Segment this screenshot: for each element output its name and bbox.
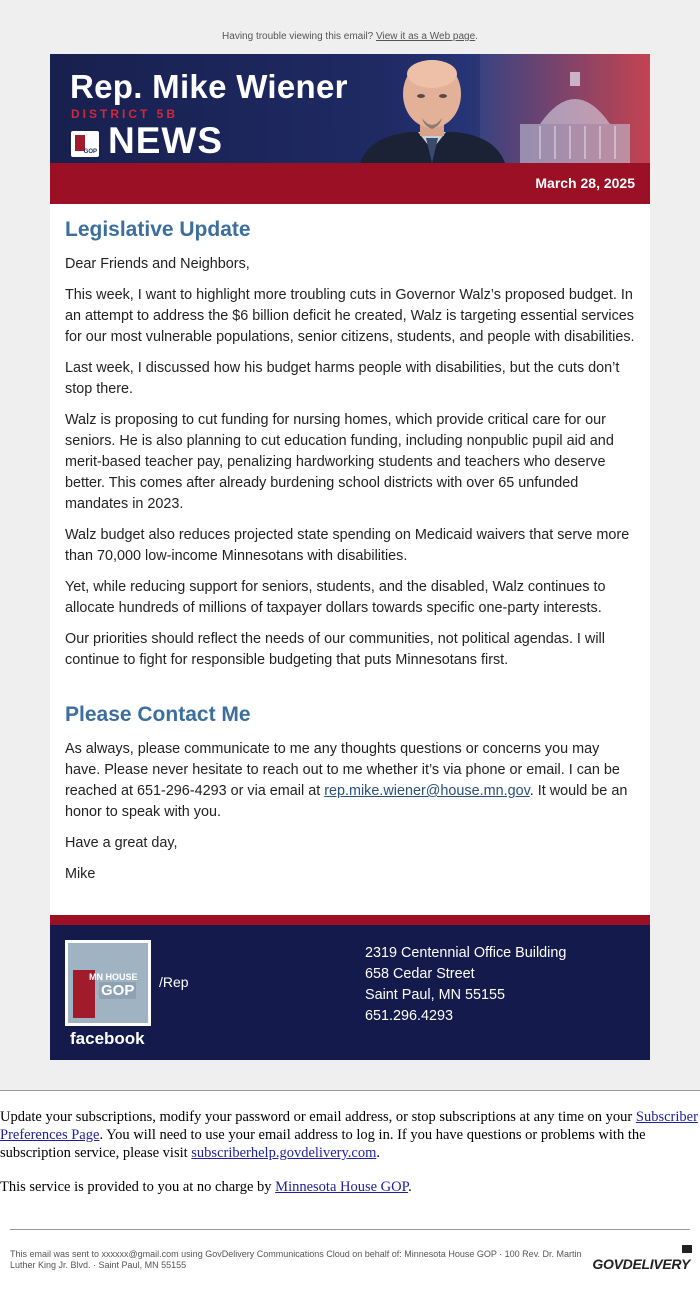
paragraph: Our priorities should reflect the needs of our communities, not political agendas. I will continue to fight for responsible budgeting that puts Minnesotans first. [65,631,605,668]
section-heading-legislative-update: Legislative Update [65,218,251,241]
preheader-text: Having trouble viewing this email? [222,31,374,42]
representative-portrait [360,54,505,163]
sent-to-notice: This email was sent to xxxxxx@gmail.com using GovDelivery Communications Cloud on behalf of: Minnesota House GOP · 100 Rev. Dr. Martin Luther King Jr. Blvd. · Saint Paul, MN 55155 [10,1249,582,1270]
footer-divider [50,915,650,925]
phone-number: 651.296.4293 [365,1008,454,1024]
signature: Mike [65,866,96,882]
service-paragraph: This service is provided to you at no charge by Minnesota House GOP. [0,1179,412,1195]
govdelivery-logo[interactable]: GOVDELIVERY [592,1255,690,1273]
badge-mn-house: MN HOUSE [89,972,138,982]
address-line: Saint Paul, MN 55155 [365,987,505,1003]
mn-house-gop-badge[interactable] [65,940,151,1026]
banner-district: DISTRICT 5B [71,107,179,121]
email-body [50,54,650,1060]
logo-tag: GOP [83,149,97,155]
subscriber-help-link[interactable]: subscriberhelp.govdelivery.com [191,1145,377,1161]
gop-logo-icon [71,131,99,157]
paragraph: Walz is proposing to cut funding for nursing homes, which provide critical care for our seniors. He is also planning to cut education funding, including nonpublic pupil aid and merit-based teacher pay, penalizing hardworking students and teachers who deserve better. This comes after already burdening school districts with over 65 unfunded mandates in 2023. [65,412,614,512]
facebook-link[interactable]: facebook [70,1029,145,1048]
preheader: Having trouble viewing this email? View it as a Web page. [222,31,478,42]
subscriber-preferences-link[interactable]: Subscriber Preferences Page [0,1109,698,1143]
paragraph: Last week, I discussed how his budget harms people with disabilities, but the cuts don’t stop there. [65,360,620,397]
office-address [365,943,566,1027]
subscription-paragraph: Update your subscriptions, modify your password or email address, or stop subscriptions at any time on your Subscriber Preferences Page. You will need to use your email address to log in. If you have questions or problems with the subscription service, please visit subscriberhelp.govdelivery.com. [0,1109,698,1161]
closing: Have a great day, [65,835,178,851]
contact-paragraph: As always, please communicate to me any thoughts questions or concerns you may have. Please never hesitate to reach out to me whether it’s via phone or email. I can be reached at 651-296-4293 or via email at rep.mike.wiener@house.mn.gov. It would be an honor to speak with you. [65,741,628,820]
address-line: 658 Cedar Street [365,966,475,982]
paragraph: This week, I want to highlight more troubling cuts in Governor Walz’s proposed budget. In an attempt to address the $6 billion deficit he created, Walz is targeting essential services for our most vulnerable populations, senior citizens, students, and people with disabilities. [65,287,635,345]
footer-band [50,925,650,1060]
envelope-icon [682,1245,692,1253]
mn-house-gop-link[interactable]: Minnesota House GOP [275,1179,409,1195]
header-banner [50,54,650,163]
subscription-legal [0,1090,700,1308]
banner-title: Rep. Mike Wiener [70,68,348,105]
paragraph: Dear Friends and Neighbors, [65,256,250,272]
capitol-image [480,54,650,163]
main-content [50,204,650,915]
paragraph: Walz budget also reduces projected state spending on Medicaid waivers that serve more than 70,000 low-income Minnesotans with disabilities. [65,527,630,564]
facebook-handle: /Rep [159,974,189,990]
issue-date: March 28, 2025 [50,163,650,204]
view-web-page-link[interactable]: View it as a Web page [376,31,476,42]
section-heading-contact: Please Contact Me [65,703,251,726]
email-link[interactable]: rep.mike.wiener@house.mn.gov [324,783,530,799]
bottom-divider [10,1229,690,1230]
banner-news: NEWS [108,120,223,161]
paragraph: Yet, while reducing support for seniors, students, and the disabled, Walz continues to allocate hundreds of millions of taxpayer dollars towards specific one-party interests. [65,579,606,616]
badge-gop: GOP [101,982,135,999]
address-line: 2319 Centennial Office Building [365,945,567,961]
